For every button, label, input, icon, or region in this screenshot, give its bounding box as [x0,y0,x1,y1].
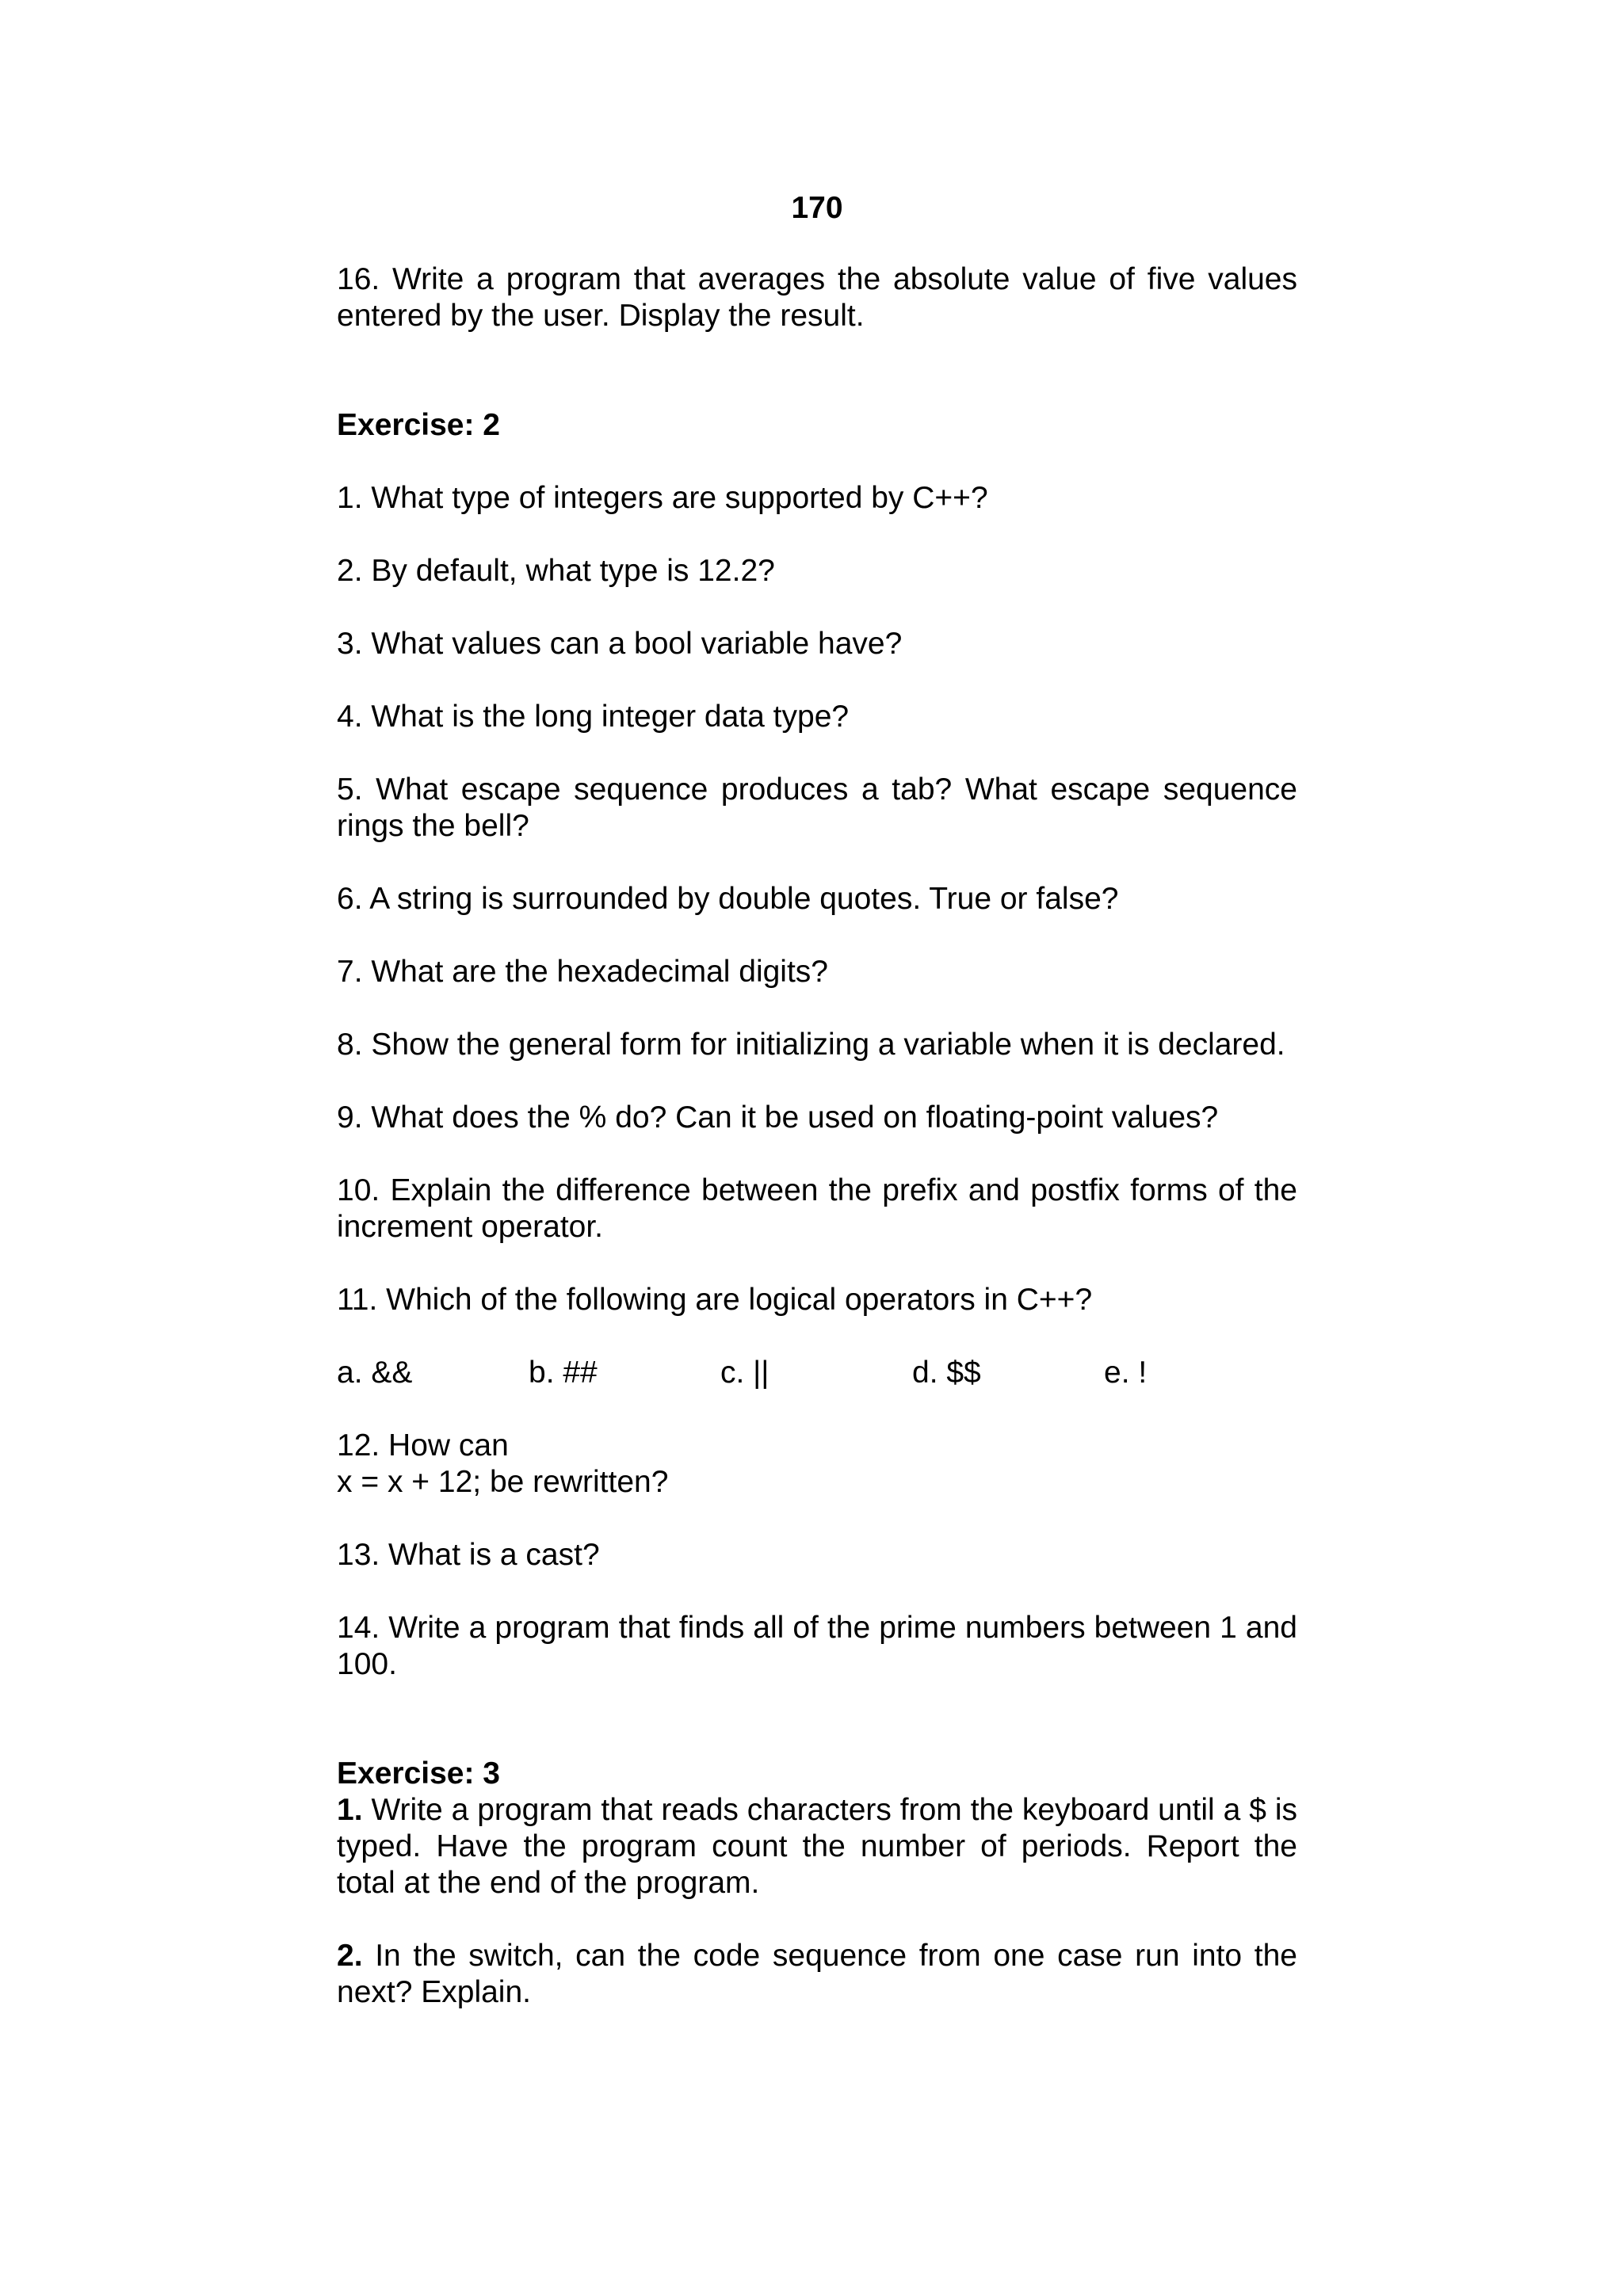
exercise2-heading: Exercise: 2 [337,408,500,442]
question-12-line-2: x = x + 12; be rewritten? [337,1465,669,1499]
document-page [337,190,1297,2047]
exercise2-question-10: 10. Explain the difference between the prefix and postfix forms of the increment operator. [337,1173,1297,1244]
exercise2-question-2: 2. By default, what type is 12.2? [337,554,775,588]
exercise2-question-4: 4. What is the long integer data type? [337,700,850,734]
exercise2-question-1: 1. What type of integers are supported by C++? [337,481,988,515]
question-12-line-1: 12. How can [337,1428,509,1463]
exercise2-question-13: 13. What is a cast? [337,1538,600,1572]
exercise2-question-6: 6. A string is surrounded by double quotes. True or false? [337,882,1119,916]
exercise2-question-5: 5. What escape sequence produces a tab? What escape sequence rings the bell? [337,772,1297,843]
option-d: d. $$ [912,1356,981,1390]
exercise2-question-11: 11. Which of the following are logical operators in C++? [337,1283,1093,1317]
option-c: c. || [720,1356,769,1390]
question-1-text: Write a program that reads characters from the keyboard until a $ is typed. Have the program count the number of periods. Report the total at the end of the program. [337,1793,1297,1900]
option-e: e. ! [1104,1356,1148,1390]
exercise3-heading: Exercise: 3 [337,1756,500,1791]
question-2-text: In the switch, can the code sequence from one case run into the next? Explain. [337,1939,1297,2009]
option-b: b. ## [529,1356,598,1390]
option-a: a. && [337,1356,413,1390]
exercise1-question-16: 16. Write a program that averages the absolute value of five values entered by the user. Display the result. [337,262,1297,333]
exercise2-question-3: 3. What values can a bool variable have? [337,627,903,661]
exercise3-question-2 [337,1938,1297,2011]
exercise2-question-8: 8. Show the general form for initializing a variable when it is declared. [337,1028,1285,1062]
exercise2-question-9: 9. What does the % do? Can it be used on floating-point values? [337,1100,1219,1135]
page-number: 170 [791,191,843,225]
question-2-number: 2. [337,1939,363,1973]
exercise2-question-7: 7. What are the hexadecimal digits? [337,955,829,989]
exercise2-question-12 [337,1428,1297,1501]
exercise2-question-14: 14. Write a program that finds all of the prime numbers between 1 and 100. [337,1611,1297,1681]
exercise3-question-1 [337,1792,1297,1901]
question-1-number: 1. [337,1793,363,1827]
exercise2-question-11-options [337,1355,1297,1391]
